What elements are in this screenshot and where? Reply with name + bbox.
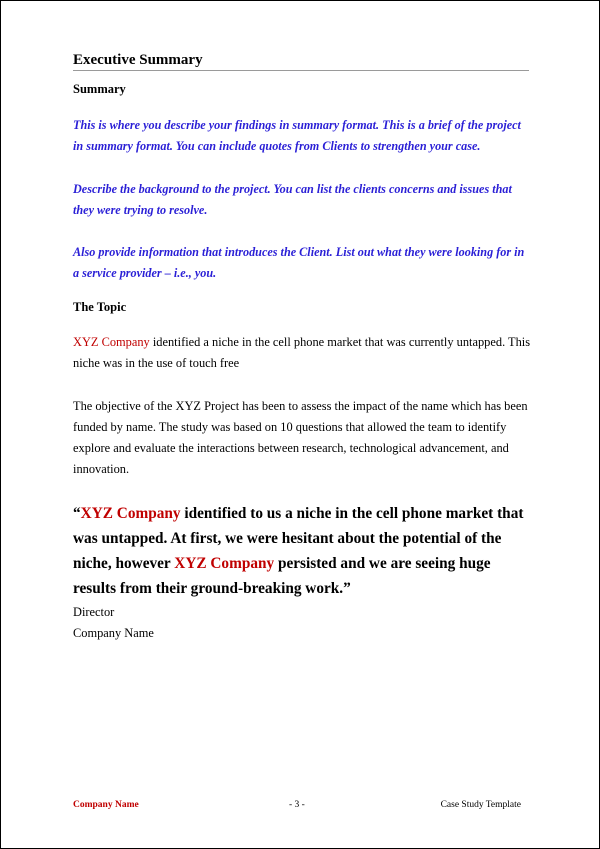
guidance-paragraph: Describe the background to the project. You can list the clients concerns and issues that they were trying to resolve.: [73, 182, 512, 217]
company-name-highlight: XYZ Company: [80, 505, 181, 522]
topic-paragraph-1: [73, 332, 533, 374]
client-quote: [73, 501, 533, 601]
topic-paragraph-2: The objective of the XYZ Project has been to assess the impact of the name which has been funded by name. The study was based on 10 questions that allowed the team to identify explore and evaluate the interactions between research, technological advancement, and innovation.: [73, 399, 528, 476]
topic-paragraph-1-text: identified a niche in the cell phone market that was currently untapped. This niche was in the use of touch free: [73, 335, 531, 370]
section-title-summary: Summary: [73, 82, 126, 96]
page-heading: Executive Summary: [73, 51, 529, 71]
quote-text: identified to us a niche in the cell phone market that was untapped. At first, we were hesitant about the potential of the niche, however: [73, 505, 524, 572]
footer-page-number: - 3 -: [289, 800, 305, 810]
footer-company-name: Company Name: [73, 800, 139, 810]
attribution-company: Company Name: [73, 626, 154, 640]
quote-open-mark: “: [73, 505, 81, 522]
quote-text: persisted and we are seeing huge results from their ground-breaking work.”: [73, 555, 491, 597]
section-title-topic: The Topic: [73, 300, 127, 314]
footer-document-title: Case Study Template: [440, 800, 521, 810]
attribution-role: Director: [73, 605, 115, 619]
company-name-highlight: XYZ Company: [174, 555, 275, 572]
page-footer: [73, 798, 521, 812]
company-name-highlight: XYZ Company: [73, 335, 150, 349]
guidance-paragraph: This is where you describe your findings in summary format. This is a brief of the project in summary format. You can include quotes from Clients to strengthen your case.: [73, 118, 521, 153]
guidance-paragraph: Also provide information that introduces the Client. List out what they were looking for in a service provider – i.e., you.: [73, 245, 525, 280]
